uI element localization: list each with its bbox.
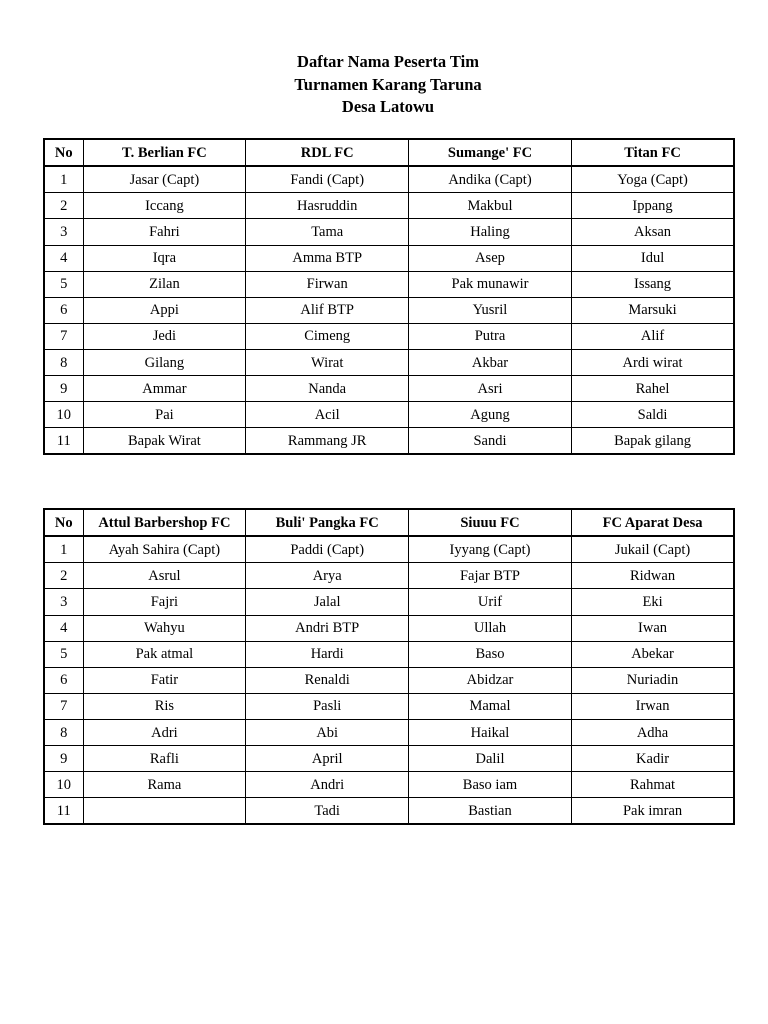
- row-number-cell: 6: [44, 667, 83, 693]
- player-name-cell: Saldi: [571, 402, 734, 428]
- row-number-cell: 1: [44, 166, 83, 193]
- table-row: [44, 245, 734, 271]
- player-name-cell: Pak munawir: [409, 271, 572, 297]
- row-number-cell: 8: [44, 719, 83, 745]
- player-name-cell: Abekar: [571, 641, 734, 667]
- row-number-cell: 6: [44, 297, 83, 323]
- player-name-cell: Abidzar: [409, 667, 572, 693]
- player-name-cell: Fahri: [83, 219, 246, 245]
- table-row: [44, 271, 734, 297]
- player-name-cell: Andika (Capt): [409, 166, 572, 193]
- player-name-cell: Renaldi: [246, 667, 409, 693]
- column-header-team: FC Aparat Desa: [571, 509, 734, 536]
- player-name-cell: Nanda: [246, 376, 409, 402]
- column-header-team: T. Berlian FC: [83, 139, 246, 166]
- row-number-cell: 9: [44, 376, 83, 402]
- player-name-cell: Adha: [571, 719, 734, 745]
- table-row: [44, 563, 734, 589]
- row-number-cell: 4: [44, 615, 83, 641]
- player-name-cell: Andri: [246, 772, 409, 798]
- column-header-no: No: [44, 139, 83, 166]
- player-name-cell: Haling: [409, 219, 572, 245]
- row-number-cell: 4: [44, 245, 83, 271]
- player-name-cell: Urif: [409, 589, 572, 615]
- table-row: [44, 719, 734, 745]
- table-row: [44, 323, 734, 349]
- player-name-cell: Kadir: [571, 746, 734, 772]
- player-name-cell: Hardi: [246, 641, 409, 667]
- player-name-cell: Akbar: [409, 349, 572, 375]
- column-header-team: Attul Barbershop FC: [83, 509, 246, 536]
- player-name-cell: Rama: [83, 772, 246, 798]
- player-name-cell: Iyyang (Capt): [409, 536, 572, 563]
- player-name-cell: Acil: [246, 402, 409, 428]
- table-header-row: [44, 509, 734, 536]
- player-name-cell: Andri BTP: [246, 615, 409, 641]
- player-name-cell: Alif: [571, 323, 734, 349]
- table-row: [44, 641, 734, 667]
- player-name-cell: Agung: [409, 402, 572, 428]
- table-row: [44, 615, 734, 641]
- player-name-cell: Hasruddin: [246, 193, 409, 219]
- row-number-cell: 5: [44, 271, 83, 297]
- row-number-cell: 7: [44, 693, 83, 719]
- player-name-cell: Arya: [246, 563, 409, 589]
- player-name-cell: Firwan: [246, 271, 409, 297]
- table-row: [44, 693, 734, 719]
- player-name-cell: Jukail (Capt): [571, 536, 734, 563]
- player-name-cell: Zilan: [83, 271, 246, 297]
- player-name-cell: Putra: [409, 323, 572, 349]
- table-row: [44, 402, 734, 428]
- player-name-cell: Rahel: [571, 376, 734, 402]
- player-name-cell: Ris: [83, 693, 246, 719]
- table-row: [44, 193, 734, 219]
- player-name-cell: Tama: [246, 219, 409, 245]
- player-name-cell: Aksan: [571, 219, 734, 245]
- player-name-cell: Fajri: [83, 589, 246, 615]
- player-name-cell: April: [246, 746, 409, 772]
- table-row: [44, 428, 734, 455]
- player-name-cell: Rafli: [83, 746, 246, 772]
- player-name-cell: Nuriadin: [571, 667, 734, 693]
- table-row: [44, 376, 734, 402]
- team-roster-table-2: [43, 508, 735, 825]
- player-name-cell: Jasar (Capt): [83, 166, 246, 193]
- row-number-cell: 2: [44, 193, 83, 219]
- player-name-cell: Rammang JR: [246, 428, 409, 455]
- player-name-cell: Asep: [409, 245, 572, 271]
- document-title: [0, 51, 768, 119]
- title-line-1: Daftar Nama Peserta Tim: [297, 52, 479, 71]
- player-name-cell: Pasli: [246, 693, 409, 719]
- column-header-no: No: [44, 509, 83, 536]
- table-row: [44, 589, 734, 615]
- table-row: [44, 667, 734, 693]
- row-number-cell: 1: [44, 536, 83, 563]
- title-line-3: Desa Latowu: [341, 97, 435, 116]
- player-name-cell: Pai: [83, 402, 246, 428]
- player-name-cell: Baso iam: [409, 772, 572, 798]
- row-number-cell: 11: [44, 798, 83, 825]
- column-header-team: Titan FC: [571, 139, 734, 166]
- player-name-cell: Fandi (Capt): [246, 166, 409, 193]
- player-name-cell: Wirat: [246, 349, 409, 375]
- player-name-cell: Paddi (Capt): [246, 536, 409, 563]
- player-name-cell: Ardi wirat: [571, 349, 734, 375]
- player-name-cell: Fatir: [83, 667, 246, 693]
- player-name-cell: Makbul: [409, 193, 572, 219]
- player-name-cell: Asri: [409, 376, 572, 402]
- player-name-cell: Cimeng: [246, 323, 409, 349]
- player-name-cell: Alif BTP: [246, 297, 409, 323]
- table-row: [44, 219, 734, 245]
- row-number-cell: 10: [44, 402, 83, 428]
- row-number-cell: 3: [44, 219, 83, 245]
- player-name-cell: Baso: [409, 641, 572, 667]
- table-row: [44, 772, 734, 798]
- player-name-cell: Yusril: [409, 297, 572, 323]
- player-name-cell: Pak atmal: [83, 641, 246, 667]
- row-number-cell: 9: [44, 746, 83, 772]
- player-name-cell: Mamal: [409, 693, 572, 719]
- player-name-cell: Bapak gilang: [571, 428, 734, 455]
- player-name-cell: Pak imran: [571, 798, 734, 825]
- column-header-team: Sumange' FC: [409, 139, 572, 166]
- player-name-cell: Amma BTP: [246, 245, 409, 271]
- player-name-cell: Yoga (Capt): [571, 166, 734, 193]
- player-name-cell: Iqra: [83, 245, 246, 271]
- player-name-cell: Wahyu: [83, 615, 246, 641]
- row-number-cell: 3: [44, 589, 83, 615]
- table-row: [44, 536, 734, 563]
- player-name-cell: Adri: [83, 719, 246, 745]
- player-name-cell: Issang: [571, 271, 734, 297]
- player-name-cell: Iwan: [571, 615, 734, 641]
- table-header-row: [44, 139, 734, 166]
- player-name-cell: Ullah: [409, 615, 572, 641]
- title-line-2: Turnamen Karang Taruna: [294, 74, 482, 94]
- player-name-cell: Ippang: [571, 193, 734, 219]
- table-row: [44, 166, 734, 193]
- player-name-cell: Iccang: [83, 193, 246, 219]
- player-name-cell: Irwan: [571, 693, 734, 719]
- table-row: [44, 297, 734, 323]
- table-row: [44, 798, 734, 825]
- player-name-cell: Fajar BTP: [409, 563, 572, 589]
- player-name-cell: Tadi: [246, 798, 409, 825]
- player-name-cell: Marsuki: [571, 297, 734, 323]
- player-name-cell: Appi: [83, 297, 246, 323]
- player-name-cell: Bapak Wirat: [83, 428, 246, 455]
- player-name-cell: Haikal: [409, 719, 572, 745]
- player-name-cell: Abi: [246, 719, 409, 745]
- column-header-team: RDL FC: [246, 139, 409, 166]
- row-number-cell: 7: [44, 323, 83, 349]
- player-name-cell: Jalal: [246, 589, 409, 615]
- player-name-cell: Ridwan: [571, 563, 734, 589]
- player-name-cell: [83, 798, 246, 825]
- player-name-cell: Bastian: [409, 798, 572, 825]
- player-name-cell: Rahmat: [571, 772, 734, 798]
- player-name-cell: Jedi: [83, 323, 246, 349]
- player-name-cell: Ammar: [83, 376, 246, 402]
- player-name-cell: Dalil: [409, 746, 572, 772]
- player-name-cell: Ayah Sahira (Capt): [83, 536, 246, 563]
- row-number-cell: 10: [44, 772, 83, 798]
- column-header-team: Buli' Pangka FC: [246, 509, 409, 536]
- table-row: [44, 349, 734, 375]
- column-header-team: Siuuu FC: [409, 509, 572, 536]
- player-name-cell: Idul: [571, 245, 734, 271]
- row-number-cell: 2: [44, 563, 83, 589]
- table-row: [44, 746, 734, 772]
- player-name-cell: Sandi: [409, 428, 572, 455]
- row-number-cell: 11: [44, 428, 83, 455]
- player-name-cell: Asrul: [83, 563, 246, 589]
- player-name-cell: Gilang: [83, 349, 246, 375]
- team-roster-table-1: [43, 138, 735, 455]
- row-number-cell: 5: [44, 641, 83, 667]
- row-number-cell: 8: [44, 349, 83, 375]
- player-name-cell: Eki: [571, 589, 734, 615]
